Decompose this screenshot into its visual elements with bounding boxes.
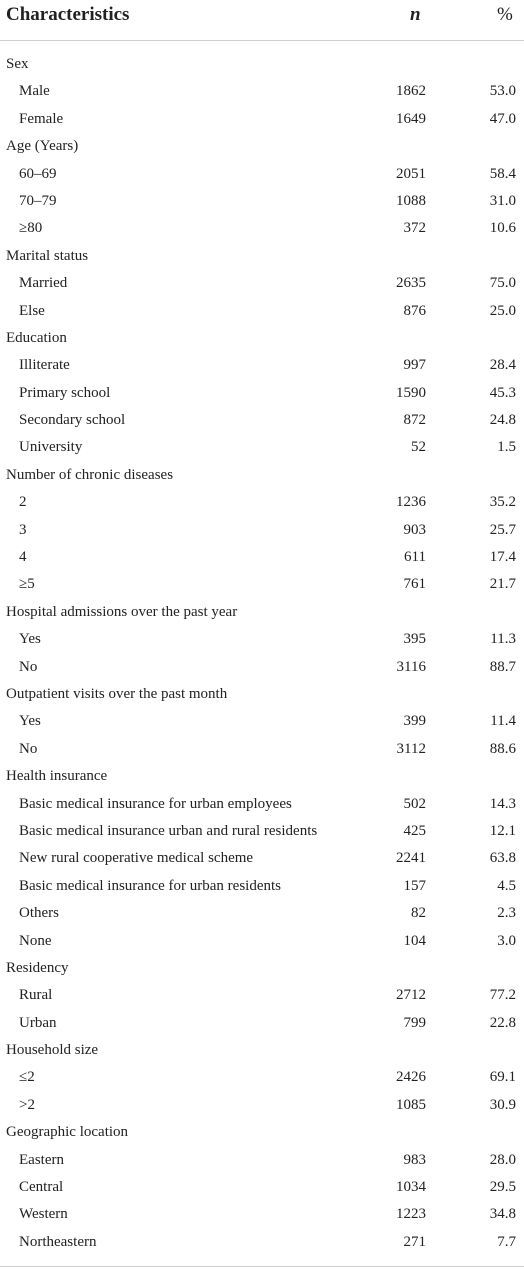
row-label: Rural <box>19 987 53 1004</box>
row-percent: 10.6 <box>489 220 516 237</box>
row-n: 1088 <box>396 192 426 209</box>
row-percent: 4.5 <box>497 877 516 894</box>
category-label: Education <box>6 329 67 346</box>
table-row <box>0 1229 524 1256</box>
table-row <box>0 818 524 845</box>
row-n: 1236 <box>396 494 426 511</box>
row-label: Yes <box>19 713 41 730</box>
row-percent: 7.7 <box>497 1233 516 1250</box>
table-row <box>0 1147 524 1174</box>
category-label: Age (Years) <box>6 138 79 155</box>
category-label: Marital status <box>6 247 89 264</box>
row-n: 903 <box>403 521 426 538</box>
category-label: Geographic location <box>6 1124 129 1141</box>
row-label: ≤2 <box>19 1069 35 1086</box>
row-label: Illiterate <box>19 357 70 374</box>
row-n: 395 <box>403 631 426 648</box>
row-percent: 30.9 <box>489 1096 516 1113</box>
row-n: 52 <box>411 439 426 456</box>
table-row <box>0 1201 524 1228</box>
row-label: Central <box>19 1179 64 1196</box>
row-percent: 77.2 <box>489 987 516 1004</box>
row-label: Others <box>19 905 59 922</box>
category-row <box>0 599 524 626</box>
row-label: Western <box>19 1206 68 1223</box>
table-row <box>0 517 524 544</box>
table-row <box>0 571 524 598</box>
row-percent: 2.3 <box>497 905 516 922</box>
row-n: 2241 <box>396 850 426 867</box>
row-label: No <box>19 658 38 675</box>
row-n: 502 <box>403 795 426 812</box>
row-label: 60–69 <box>19 165 57 182</box>
row-label: Basic medical insurance for urban employees <box>19 795 292 812</box>
row-percent: 31.0 <box>489 192 516 209</box>
row-percent: 14.3 <box>489 795 516 812</box>
table-row <box>0 845 524 872</box>
row-percent: 69.1 <box>489 1069 516 1086</box>
row-n: 3112 <box>396 740 426 757</box>
row-n: 611 <box>404 549 426 566</box>
row-n: 876 <box>403 302 426 319</box>
table-row <box>0 708 524 735</box>
category-label: Health insurance <box>6 768 108 785</box>
table-row <box>0 380 524 407</box>
row-label: Yes <box>19 631 41 648</box>
table-row <box>0 982 524 1009</box>
row-n: 2712 <box>396 987 426 1004</box>
row-label: 2 <box>19 494 27 511</box>
table-row <box>0 626 524 653</box>
row-n: 104 <box>403 932 426 949</box>
row-percent: 88.7 <box>489 658 516 675</box>
category-label: Household size <box>6 1042 99 1059</box>
row-percent: 35.2 <box>489 494 516 511</box>
row-label: Male <box>19 83 50 100</box>
row-n: 1862 <box>396 83 426 100</box>
row-n: 799 <box>403 1014 426 1031</box>
row-label: >2 <box>19 1096 35 1113</box>
table-row <box>0 78 524 105</box>
row-label: ≥5 <box>19 576 35 593</box>
category-row <box>0 325 524 352</box>
row-n: 425 <box>403 822 426 839</box>
row-n: 372 <box>403 220 426 237</box>
row-n: 399 <box>403 713 426 730</box>
table-row <box>0 1010 524 1037</box>
row-n: 997 <box>403 357 426 374</box>
category-label: Sex <box>6 56 29 72</box>
row-label: New rural cooperative medical scheme <box>19 850 254 867</box>
table-row <box>0 654 524 681</box>
row-n: 1034 <box>396 1179 426 1196</box>
row-percent: 17.4 <box>489 549 516 566</box>
row-label: Secondary school <box>19 412 126 429</box>
row-n: 1223 <box>396 1206 426 1223</box>
row-label: ≥80 <box>19 220 43 237</box>
category-row <box>0 681 524 708</box>
row-label: 4 <box>19 549 27 566</box>
row-label: Basic medical insurance urban and rural residents <box>19 822 318 839</box>
table-row <box>0 1174 524 1201</box>
row-percent: 45.3 <box>489 384 516 401</box>
category-label: Outpatient visits over the past month <box>6 685 228 702</box>
table-body <box>0 51 524 1256</box>
row-percent: 47.0 <box>489 110 516 127</box>
category-row <box>0 763 524 790</box>
row-percent: 12.1 <box>489 822 516 839</box>
row-n: 872 <box>403 412 426 429</box>
row-percent: 25.7 <box>489 521 516 538</box>
row-n: 1085 <box>396 1096 426 1113</box>
row-n: 1649 <box>396 110 426 127</box>
category-row <box>0 1037 524 1064</box>
category-label: Residency <box>6 959 69 976</box>
category-row <box>0 51 524 78</box>
row-percent: 3.0 <box>497 932 516 949</box>
row-percent: 28.0 <box>489 1151 516 1168</box>
row-n: 983 <box>403 1151 426 1168</box>
row-percent: 28.4 <box>489 357 516 374</box>
row-percent: 53.0 <box>489 83 516 100</box>
row-label: Northeastern <box>19 1233 97 1250</box>
table-row <box>0 900 524 927</box>
table-row <box>0 298 524 325</box>
row-n: 271 <box>403 1233 426 1250</box>
header-n: n <box>410 4 421 25</box>
row-n: 1590 <box>396 384 426 401</box>
row-label: None <box>19 932 52 949</box>
row-label: Eastern <box>19 1151 64 1168</box>
table-row <box>0 215 524 242</box>
table-row <box>0 161 524 188</box>
row-percent: 21.7 <box>489 576 516 593</box>
row-label: University <box>19 439 83 456</box>
row-percent: 11.3 <box>490 631 516 648</box>
table-row <box>0 106 524 133</box>
table-row <box>0 544 524 571</box>
category-row <box>0 133 524 160</box>
table-row <box>0 407 524 434</box>
category-row <box>0 1119 524 1146</box>
row-label: No <box>19 740 38 757</box>
table-row <box>0 434 524 461</box>
row-percent: 25.0 <box>489 302 516 319</box>
table-row <box>0 270 524 297</box>
row-percent: 75.0 <box>489 275 516 292</box>
row-percent: 1.5 <box>497 439 516 456</box>
category-label: Hospital admissions over the past year <box>6 603 238 620</box>
header-percent: % <box>497 4 513 25</box>
row-percent: 24.8 <box>489 412 516 429</box>
row-n: 82 <box>411 905 426 922</box>
table-header <box>0 0 524 41</box>
header-characteristics: Characteristics <box>6 4 130 25</box>
row-label: 70–79 <box>19 192 57 209</box>
row-n: 3116 <box>396 658 426 675</box>
row-n: 2635 <box>396 275 426 292</box>
row-label: Urban <box>19 1014 57 1031</box>
row-percent: 22.8 <box>489 1014 516 1031</box>
table-row <box>0 736 524 763</box>
table-row <box>0 188 524 215</box>
row-n: 2426 <box>396 1069 426 1086</box>
row-label: 3 <box>19 521 27 538</box>
table-row <box>0 1092 524 1119</box>
row-percent: 34.8 <box>489 1206 516 1223</box>
row-label: Basic medical insurance for urban residents <box>19 877 281 894</box>
category-row <box>0 955 524 982</box>
row-percent: 29.5 <box>489 1179 516 1196</box>
row-percent: 63.8 <box>489 850 516 867</box>
category-row <box>0 243 524 270</box>
table-row <box>0 1064 524 1091</box>
row-percent: 11.4 <box>490 713 516 730</box>
row-label: Primary school <box>19 384 111 401</box>
row-n: 157 <box>403 877 426 894</box>
table-bottom-rule <box>0 1266 524 1267</box>
row-label: Else <box>19 302 45 319</box>
row-percent: 58.4 <box>489 165 516 182</box>
row-n: 761 <box>403 576 426 593</box>
row-label: Female <box>19 110 64 127</box>
table-row <box>0 928 524 955</box>
table-row <box>0 873 524 900</box>
category-row <box>0 462 524 489</box>
category-label: Number of chronic diseases <box>6 466 174 483</box>
table-row <box>0 489 524 516</box>
table-row <box>0 352 524 379</box>
row-n: 2051 <box>396 165 426 182</box>
row-label: Married <box>19 275 68 292</box>
row-percent: 88.6 <box>489 740 516 757</box>
table-row <box>0 791 524 818</box>
